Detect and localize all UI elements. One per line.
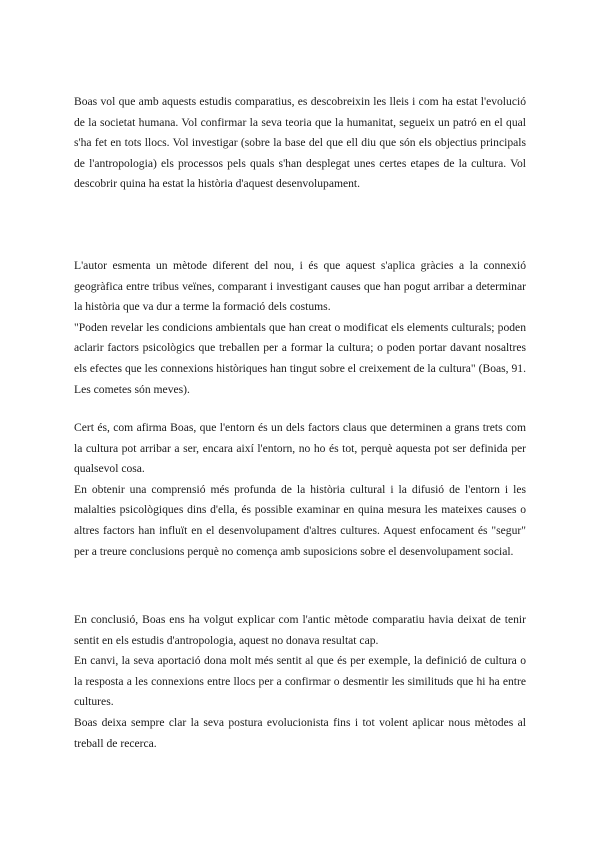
paragraph-text: Boas deixa sempre clar la seva postura evolucionista fins i tot volent aplicar nous mètodes al treball de recerca. <box>74 715 526 750</box>
paragraph-text: Boas vol que amb aquests estudis comparatius, es descobreixin les lleis i com ha estat l'evolució de la societat humana. Vol confirmar la seva teoria que la humanitat, segueix un patró en el qual s'ha fet en tots llocs. Vol investigar (sobre la base del que ell diu que són els objectius principals de l'antropologia) els processos pels quals s'han desplegat unes certes etapes de la cultura. Vol descobrir quina ha estat la història d'aquest desenvolupament. <box>74 95 526 191</box>
paragraph-text: En obtenir una comprensió més profunda de la història cultural i la difusió de l'entorn i les malalties psicològiques dins d'ella, és possible examinar en quina mesura les mateixes causes o altres factors han influït en el desenvolupament d'altres cultures. Aquest enfocament és "segur" per a treure conclusions perquè no comença amb suposicions sobre el desenvolupament social. <box>74 482 526 558</box>
paragraph-geographic-method <box>74 256 526 400</box>
paragraph-text: En canvi, la seva aportació dona molt més sentit al que és per exemple, la definició de cultura o la resposta a les connexions entre llocs per a confirmar o desmentir les similituds que hi ha entre cultures. <box>74 654 526 709</box>
paragraph-comparative-studies <box>74 92 526 195</box>
quotation-text: "Poden revelar les condicions ambientals que han creat o modificat els elements culturals; poden aclarir factors psicològics que treballen per a formar la cultura; o poden portar davant nosaltres els efectes que les connexions històriques han tingut sobre el creixement de la cultura" (Boas, 91. Les cometes són meves). <box>74 320 526 396</box>
paragraph-text: L'autor esmenta un mètode diferent del nou, i és que aquest s'aplica gràcies a la connexió geogràfica entre tribus veïnes, comparant i investigant causes que han pogut arribar a determinar la història que va dur a terme la formació dels costums. <box>74 259 526 314</box>
paragraph-environment <box>74 418 526 562</box>
paragraph-text: En conclusió, Boas ens ha volgut explicar com l'antic mètode comparatiu havia deixat de tenir sentit en els estudis d'antropologia, aquest no donava resultat cap. <box>74 613 526 647</box>
paragraph-conclusion <box>74 610 526 754</box>
document-page <box>74 0 526 848</box>
paragraph-text: Cert és, com afirma Boas, que l'entorn és un dels factors claus que determinen a grans trets com la cultura pot arribar a ser, encara així l'entorn, no ho és tot, perquè aquesta pot ser definida per qualsevol cosa. <box>74 421 526 476</box>
